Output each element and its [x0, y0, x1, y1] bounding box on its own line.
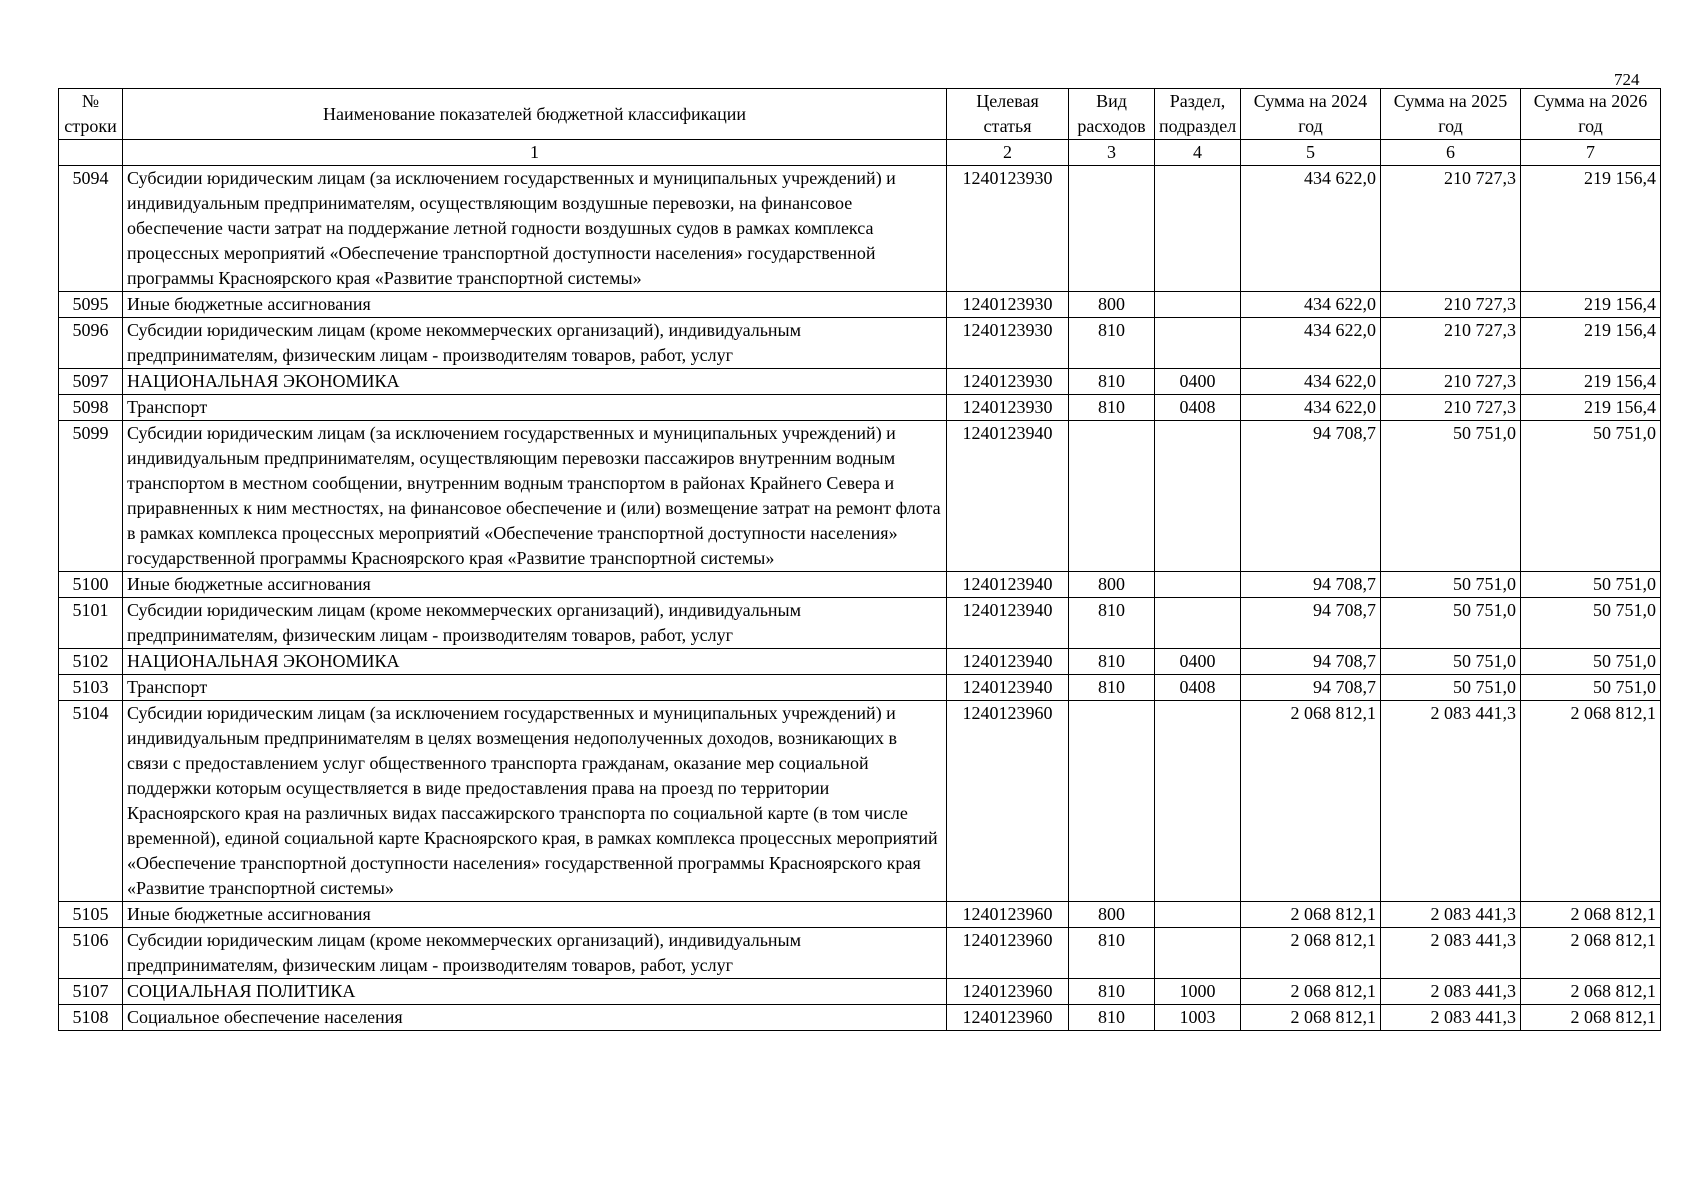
row-number: 5107 [59, 979, 123, 1005]
sum-2024: 434 622,0 [1241, 318, 1381, 369]
column-number: 4 [1155, 140, 1241, 166]
expense-type: 810 [1069, 1005, 1155, 1031]
header-sum-2024: Сумма на 2024 год [1241, 89, 1381, 140]
sum-2025: 50 751,0 [1381, 675, 1521, 701]
target-article: 1240123930 [947, 395, 1069, 421]
target-article: 1240123930 [947, 318, 1069, 369]
table-row [59, 1005, 1661, 1031]
column-number: 1 [123, 140, 947, 166]
table-row [59, 395, 1661, 421]
sum-2026: 219 156,4 [1521, 166, 1661, 292]
row-number: 5106 [59, 928, 123, 979]
table-row [59, 598, 1661, 649]
section-code [1155, 421, 1241, 572]
row-number: 5103 [59, 675, 123, 701]
row-name: Иные бюджетные ассигнования [123, 292, 947, 318]
header-section: Раздел, подраздел [1155, 89, 1241, 140]
target-article: 1240123930 [947, 292, 1069, 318]
column-number: 3 [1069, 140, 1155, 166]
expense-type: 810 [1069, 369, 1155, 395]
column-number-row [59, 140, 1661, 166]
table-row [59, 572, 1661, 598]
sum-2026: 50 751,0 [1521, 421, 1661, 572]
expense-type: 810 [1069, 649, 1155, 675]
row-name: СОЦИАЛЬНАЯ ПОЛИТИКА [123, 979, 947, 1005]
table-row [59, 902, 1661, 928]
table-row [59, 318, 1661, 369]
expense-type: 810 [1069, 598, 1155, 649]
sum-2026: 2 068 812,1 [1521, 701, 1661, 902]
sum-2025: 2 083 441,3 [1381, 979, 1521, 1005]
row-number: 5095 [59, 292, 123, 318]
table-row [59, 166, 1661, 292]
table-row [59, 421, 1661, 572]
sum-2024: 2 068 812,1 [1241, 701, 1381, 902]
row-name: Субсидии юридическим лицам (за исключением государственных и муниципальных учреждений) и индивидуальным предпринимателям в целях возмещения недополученных доходов, возникающих в связи с предоставлением услуг общественного транспорта гражданам, оказание мер социальной поддержки которым осуществляется в виде предоставления права на проезд по территории Красноярского края на различных видах пассажирского транспорта по социальной карте (в том числе временной), единой социальной карте Красноярского края, в рамках комплекса процессных мероприятий «Обеспечение транспортной доступности населения» государственной программы Красноярского края «Развитие транспортной системы» [123, 701, 947, 902]
section-code: 0400 [1155, 369, 1241, 395]
sum-2026: 50 751,0 [1521, 649, 1661, 675]
header-sum-2026: Сумма на 2026 год [1521, 89, 1661, 140]
row-number: 5100 [59, 572, 123, 598]
sum-2025: 2 083 441,3 [1381, 902, 1521, 928]
sum-2026: 2 068 812,1 [1521, 928, 1661, 979]
section-code [1155, 701, 1241, 902]
table-row [59, 979, 1661, 1005]
sum-2024: 94 708,7 [1241, 572, 1381, 598]
row-number: 5098 [59, 395, 123, 421]
page-number: 724 [1614, 70, 1640, 89]
row-name: Иные бюджетные ассигнования [123, 902, 947, 928]
expense-type: 800 [1069, 902, 1155, 928]
table-row [59, 675, 1661, 701]
section-code: 0408 [1155, 395, 1241, 421]
sum-2026: 219 156,4 [1521, 318, 1661, 369]
row-name: Субсидии юридическим лицам (за исключением государственных и муниципальных учреждений) и индивидуальным предпринимателям, осуществляющим воздушные перевозки, на финансовое обеспечение части затрат на поддержание летной годности воздушных судов в рамках комплекса процессных мероприятий «Обеспечение транспортной доступности населения» государственной программы Красноярского края «Развитие транспортной системы» [123, 166, 947, 292]
sum-2024: 94 708,7 [1241, 649, 1381, 675]
expense-type [1069, 701, 1155, 902]
expense-type [1069, 421, 1155, 572]
sum-2026: 219 156,4 [1521, 292, 1661, 318]
sum-2025: 50 751,0 [1381, 421, 1521, 572]
sum-2024: 94 708,7 [1241, 598, 1381, 649]
section-code: 1000 [1155, 979, 1241, 1005]
target-article: 1240123960 [947, 928, 1069, 979]
column-number: 6 [1381, 140, 1521, 166]
section-code [1155, 902, 1241, 928]
table-row [59, 649, 1661, 675]
header-expense-type: Вид расходов [1069, 89, 1155, 140]
sum-2025: 50 751,0 [1381, 572, 1521, 598]
target-article: 1240123960 [947, 701, 1069, 902]
sum-2026: 2 068 812,1 [1521, 902, 1661, 928]
section-code [1155, 318, 1241, 369]
table-row [59, 292, 1661, 318]
row-number: 5099 [59, 421, 123, 572]
section-code: 0408 [1155, 675, 1241, 701]
row-number: 5104 [59, 701, 123, 902]
row-number: 5101 [59, 598, 123, 649]
sum-2026: 2 068 812,1 [1521, 1005, 1661, 1031]
column-number: 5 [1241, 140, 1381, 166]
sum-2024: 2 068 812,1 [1241, 979, 1381, 1005]
sum-2025: 2 083 441,3 [1381, 928, 1521, 979]
row-number: 5096 [59, 318, 123, 369]
table-row [59, 369, 1661, 395]
row-name: Субсидии юридическим лицам (за исключением государственных и муниципальных учреждений) и индивидуальным предпринимателям, осуществляющим перевозки пассажиров внутренним водным транспортом в местном сообщении, внутренним водным транспортом в районах Крайнего Севера и приравненных к ним местностях, на финансовое обеспечение и (или) возмещение затрат на ремонт флота в рамках комплекса процессных мероприятий «Обеспечение транспортной доступности населения» государственной программы Красноярского края «Развитие транспортной системы» [123, 421, 947, 572]
sum-2026: 50 751,0 [1521, 572, 1661, 598]
expense-type: 810 [1069, 928, 1155, 979]
row-name: Социальное обеспечение населения [123, 1005, 947, 1031]
target-article: 1240123960 [947, 902, 1069, 928]
header-target: Целевая статья [947, 89, 1069, 140]
target-article: 1240123930 [947, 166, 1069, 292]
header-row [59, 89, 1661, 140]
expense-type: 800 [1069, 292, 1155, 318]
budget-table [58, 88, 1661, 1031]
target-article: 1240123940 [947, 675, 1069, 701]
column-number: 2 [947, 140, 1069, 166]
column-number [59, 140, 123, 166]
sum-2025: 210 727,3 [1381, 292, 1521, 318]
sum-2025: 210 727,3 [1381, 369, 1521, 395]
row-number: 5102 [59, 649, 123, 675]
expense-type: 810 [1069, 675, 1155, 701]
column-number: 7 [1521, 140, 1661, 166]
expense-type: 810 [1069, 318, 1155, 369]
section-code [1155, 928, 1241, 979]
sum-2024: 434 622,0 [1241, 395, 1381, 421]
target-article: 1240123930 [947, 369, 1069, 395]
sum-2024: 2 068 812,1 [1241, 928, 1381, 979]
row-name: НАЦИОНАЛЬНАЯ ЭКОНОМИКА [123, 649, 947, 675]
expense-type: 810 [1069, 979, 1155, 1005]
row-number: 5094 [59, 166, 123, 292]
section-code: 1003 [1155, 1005, 1241, 1031]
target-article: 1240123940 [947, 598, 1069, 649]
row-name: Транспорт [123, 395, 947, 421]
sum-2026: 2 068 812,1 [1521, 979, 1661, 1005]
sum-2024: 434 622,0 [1241, 369, 1381, 395]
sum-2024: 2 068 812,1 [1241, 1005, 1381, 1031]
sum-2025: 2 083 441,3 [1381, 701, 1521, 902]
sum-2025: 210 727,3 [1381, 395, 1521, 421]
expense-type: 800 [1069, 572, 1155, 598]
sum-2024: 94 708,7 [1241, 421, 1381, 572]
sum-2024: 434 622,0 [1241, 166, 1381, 292]
expense-type: 810 [1069, 395, 1155, 421]
sum-2025: 50 751,0 [1381, 598, 1521, 649]
target-article: 1240123940 [947, 649, 1069, 675]
sum-2025: 210 727,3 [1381, 166, 1521, 292]
row-name: Субсидии юридическим лицам (кроме некоммерческих организаций), индивидуальным предпринимателям, физическим лицам - производителям товаров, работ, услуг [123, 318, 947, 369]
header-sum-2025: Сумма на 2025 год [1381, 89, 1521, 140]
sum-2026: 50 751,0 [1521, 675, 1661, 701]
target-article: 1240123940 [947, 572, 1069, 598]
header-name: Наименование показателей бюджетной классификации [123, 89, 947, 140]
row-name: Субсидии юридическим лицам (кроме некоммерческих организаций), индивидуальным предпринимателям, физическим лицам - производителям товаров, работ, услуг [123, 928, 947, 979]
expense-type [1069, 166, 1155, 292]
header-row-no: № строки [59, 89, 123, 140]
sum-2024: 2 068 812,1 [1241, 902, 1381, 928]
row-number: 5097 [59, 369, 123, 395]
sum-2025: 50 751,0 [1381, 649, 1521, 675]
table-row [59, 928, 1661, 979]
row-number: 5108 [59, 1005, 123, 1031]
section-code [1155, 292, 1241, 318]
section-code [1155, 166, 1241, 292]
table-row [59, 701, 1661, 902]
row-name: НАЦИОНАЛЬНАЯ ЭКОНОМИКА [123, 369, 947, 395]
section-code: 0400 [1155, 649, 1241, 675]
sum-2024: 434 622,0 [1241, 292, 1381, 318]
sum-2025: 210 727,3 [1381, 318, 1521, 369]
section-code [1155, 598, 1241, 649]
sum-2026: 219 156,4 [1521, 395, 1661, 421]
section-code [1155, 572, 1241, 598]
target-article: 1240123960 [947, 1005, 1069, 1031]
target-article: 1240123960 [947, 979, 1069, 1005]
row-name: Иные бюджетные ассигнования [123, 572, 947, 598]
sum-2026: 219 156,4 [1521, 369, 1661, 395]
sum-2025: 2 083 441,3 [1381, 1005, 1521, 1031]
row-name: Транспорт [123, 675, 947, 701]
row-number: 5105 [59, 902, 123, 928]
sum-2024: 94 708,7 [1241, 675, 1381, 701]
row-name: Субсидии юридическим лицам (кроме некоммерческих организаций), индивидуальным предпринимателям, физическим лицам - производителям товаров, работ, услуг [123, 598, 947, 649]
target-article: 1240123940 [947, 421, 1069, 572]
sum-2026: 50 751,0 [1521, 598, 1661, 649]
